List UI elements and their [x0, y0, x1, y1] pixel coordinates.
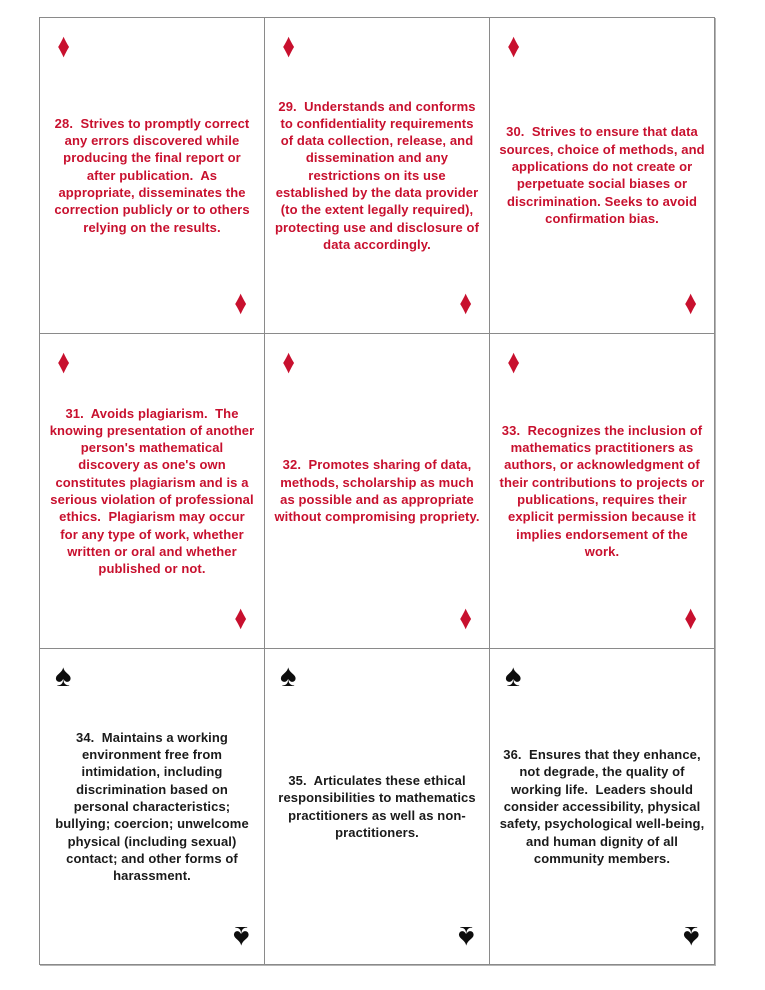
- diamond-icon: ♦: [684, 285, 697, 324]
- spade-icon: ♠: [280, 658, 297, 694]
- playing-card-28: [40, 18, 264, 333]
- diamond-icon: ♦: [282, 342, 295, 381]
- card-text: 28. Strives to promptly correct any errors discovered while producing the final report or after publication. As appropriate, disseminates the correction publicly or to others relying on the results.: [54, 115, 250, 235]
- card-text: 31. Avoids plagiarism. The knowing presentation of another person's mathematical discovery as one's own constitutes plagiarism and is a serious violation of professional ethics. Plagiarism may occur for any type of work, whether written or oral and whether published or not.: [49, 405, 255, 577]
- diamond-icon: ♦: [459, 285, 472, 324]
- spade-icon: ♠: [55, 658, 72, 694]
- card-text: 36. Ensures that they enhance, not degrade, the quality of working life. Leaders should consider accessibility, physical safety, psychological well-being, and human dignity of all community members.: [499, 747, 705, 866]
- diamond-icon: ♦: [234, 285, 247, 324]
- playing-card-36: [490, 649, 714, 964]
- diamond-icon: ♦: [234, 601, 247, 640]
- card-text: 33. Recognizes the inclusion of mathematics practitioners as authors, or acknowledgment of their contributions to projects or publications, requires their explicit permission because it implies endorsement of the work.: [499, 422, 705, 559]
- playing-card-33: [490, 334, 714, 649]
- diamond-icon: ♦: [507, 342, 520, 381]
- playing-card-31: [40, 334, 264, 649]
- diamond-icon: ♦: [57, 342, 70, 381]
- playing-card-32: [265, 334, 489, 649]
- playing-card-29: [265, 18, 489, 333]
- diamond-icon: ♦: [684, 601, 697, 640]
- playing-card-30: [490, 18, 714, 333]
- diamond-icon: ♦: [459, 601, 472, 640]
- playing-card-35: [265, 649, 489, 964]
- spade-icon: ♠: [682, 919, 699, 955]
- diamond-icon: ♦: [282, 27, 295, 65]
- card-grid: [39, 17, 715, 965]
- diamond-icon: ♦: [507, 27, 520, 65]
- spade-icon: ♠: [232, 919, 249, 955]
- spade-icon: ♠: [457, 919, 474, 955]
- card-text: 32. Promotes sharing of data, methods, scholarship as much as possible and as appropriate without compromising propriety.: [274, 457, 480, 525]
- diamond-icon: ♦: [57, 27, 70, 65]
- card-text: 34. Maintains a working environment free from intimidation, including discrimination based on personal characteristics; bullying; coercion; unwelcome physical (including sexual) contact; and other forms of harassment.: [55, 729, 249, 884]
- card-text: 29. Understands and conforms to confidentiality requirements of data collection, release, and dissemination and any restrictions on its use established by the data provider (to the extent legally required), protecting use and disclosure of data accordingly.: [274, 98, 479, 252]
- playing-card-34: [40, 649, 264, 964]
- spade-icon: ♠: [505, 658, 522, 694]
- card-text: 35. Articulates these ethical responsibilities to mathematics practitioners as well as non-practitioners.: [278, 773, 476, 840]
- card-text: 30. Strives to ensure that data sources, choice of methods, and applications do not create or perpetuate social biases or discrimination. Seeks to avoid confirmation bias.: [499, 124, 705, 226]
